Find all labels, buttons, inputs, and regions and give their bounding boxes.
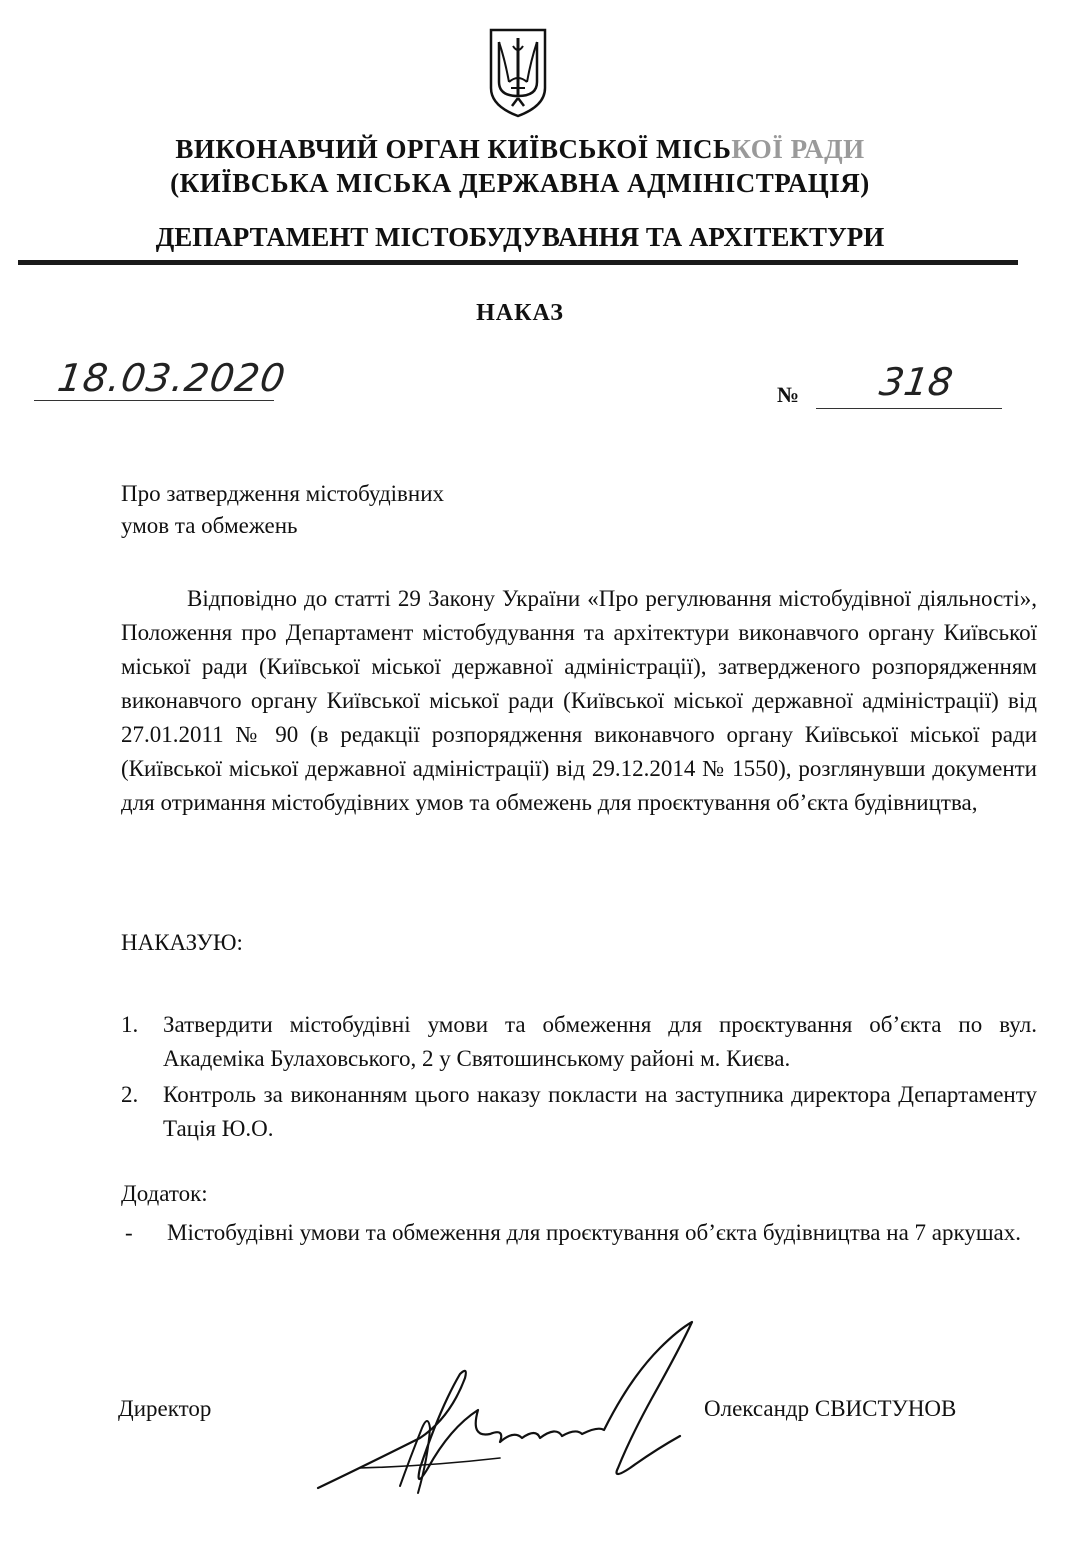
document-title: НАКАЗ xyxy=(476,300,564,326)
handwritten-order-number: 318 xyxy=(876,360,956,404)
list-item xyxy=(121,1078,1037,1146)
signatory-name: Олександр СВИСТУНОВ xyxy=(704,1396,957,1421)
handwritten-date: 18.03.2020 xyxy=(54,356,289,400)
list-item-number: 1. xyxy=(121,1012,139,1037)
date-underline xyxy=(34,400,274,401)
preamble-text: Відповідно до статті 29 Закону України «Про регулювання містобудівної діяльності», Положення про Департамент містобудування та архітектури виконавчого органу Київської міської ради (Київської міської державної адміністрації), затвердженого розпорядженням виконавчого органу Київської міської ради (Київської міської державної адміністрації) від 27.01.2011 № 90 (в редакції розпорядження виконавчого органу Київської міської ради (Київської міської державної адміністрації) від 29.12.2014 № 1550), розглянувши документи для отримання містобудівних умов та обмежень для проєктування об’єкта будівництва, xyxy=(121,586,1037,815)
addendum-dash: - xyxy=(125,1220,133,1245)
organization-name-line2: (КИЇВСЬКА МІСЬКА ДЕРЖАВНА АДМІНІСТРАЦІЯ) xyxy=(170,168,870,198)
addendum-item xyxy=(121,1216,1037,1250)
subject-line-1: Про затвердження містобудівних xyxy=(121,481,445,506)
list-item xyxy=(121,1008,1037,1076)
number-label: № xyxy=(777,382,800,407)
addendum-text: Містобудівні умови та обмеження для проєктування об’єкта будівництва на 7 аркушах. xyxy=(167,1220,1021,1245)
order-items-list xyxy=(121,1008,1037,1148)
number-underline xyxy=(816,408,1002,409)
signatory-position: Директор xyxy=(118,1396,212,1421)
coat-of-arms-trident-icon xyxy=(487,26,549,118)
organization-name-line1: ВИКОНАВЧИЙ ОРГАН КИЇВСЬКОЇ МІСЬКОЇ РАДИ xyxy=(175,134,865,164)
department-name: ДЕПАРТАМЕНТ МІСТОБУДУВАННЯ ТА АРХІТЕКТУРИ xyxy=(155,222,885,252)
list-item-number: 2. xyxy=(121,1082,139,1107)
subject-line-2: умов та обмежень xyxy=(121,513,298,538)
header-divider xyxy=(18,260,1018,265)
addendum-label: Додаток: xyxy=(121,1181,208,1206)
directive-heading: НАКАЗУЮ: xyxy=(121,930,243,955)
subject-block xyxy=(121,478,444,542)
preamble-paragraph xyxy=(121,582,1037,820)
handwritten-signature xyxy=(300,1318,730,1508)
list-item-text: Контроль за виконанням цього наказу покласти на заступника директора Департаменту Тація Ю.О. xyxy=(163,1082,1037,1141)
list-item-text: Затвердити містобудівні умови та обмеження для проєктування об’єкта по вул. Академіка Булаховського, 2 у Святошинському районі м. Києва. xyxy=(163,1012,1037,1071)
organization-name-faded-part: КОЇ РАДИ xyxy=(731,134,865,164)
